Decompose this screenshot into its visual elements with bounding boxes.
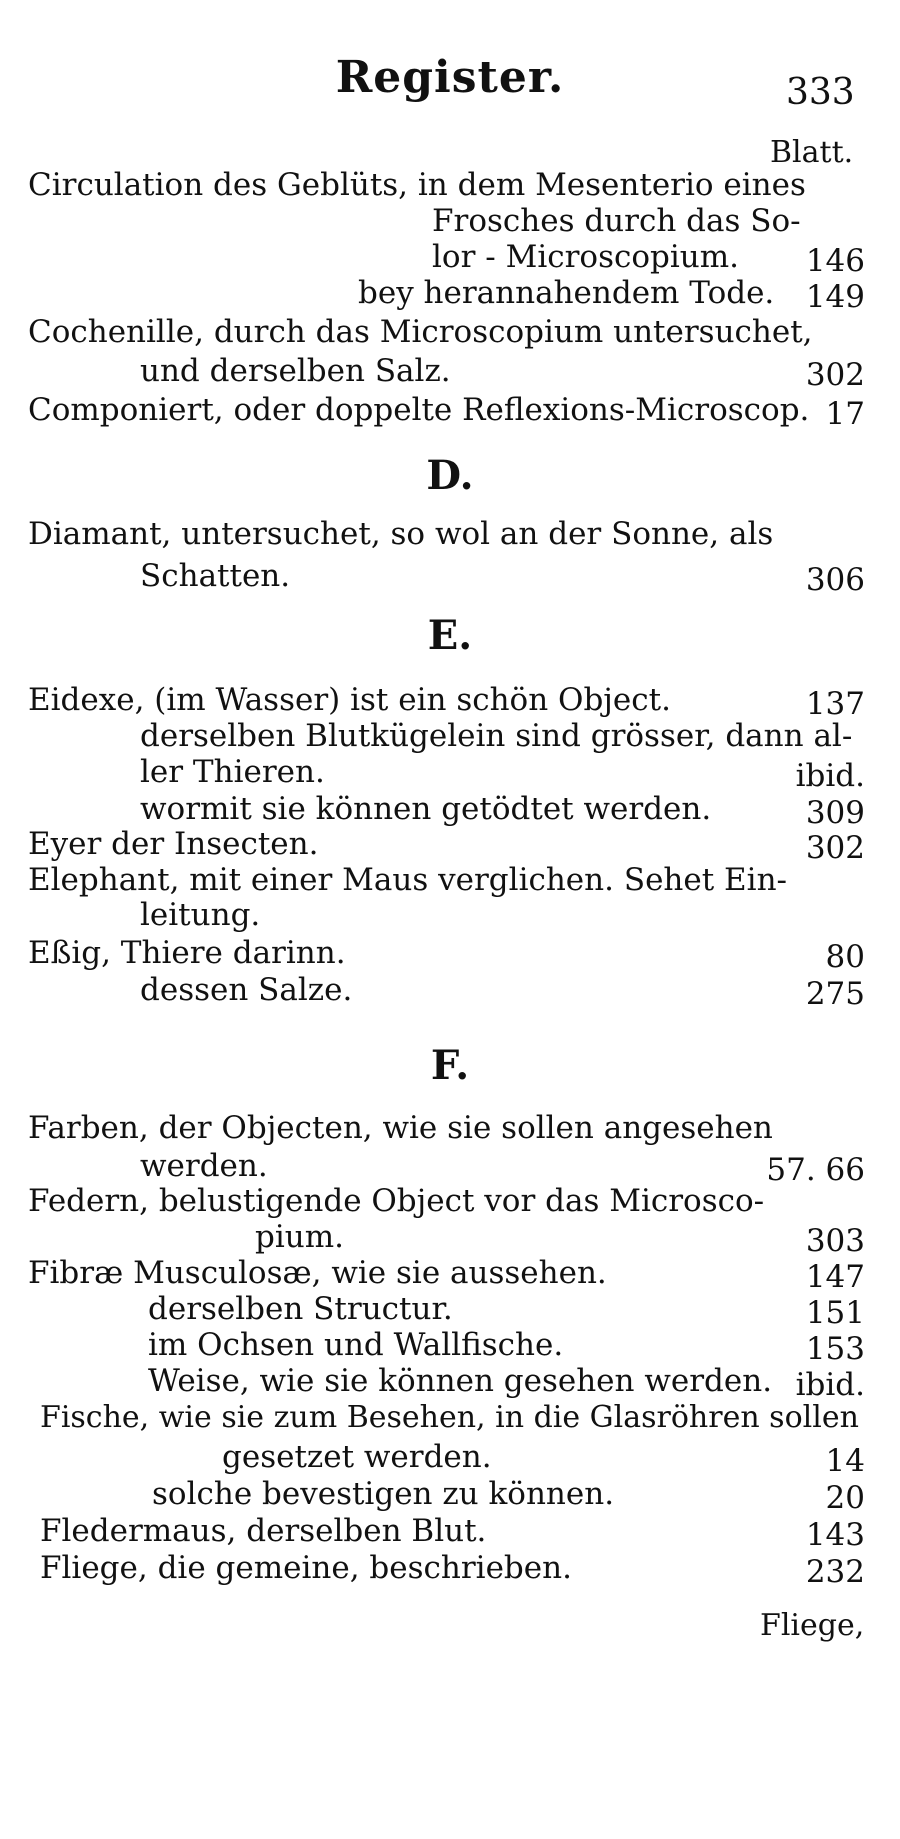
index-entry (0, 935, 900, 975)
entry-text: und derselben Salz. (140, 353, 451, 389)
index-entry (0, 826, 900, 866)
entry-page: 149 (805, 279, 865, 315)
entry-page: 146 (805, 243, 865, 279)
entry-text: bey herannahendem Tode. (358, 275, 775, 311)
entry-page: 143 (805, 1517, 865, 1553)
catchword: Fliege, (760, 1608, 865, 1643)
entry-text: Fibræ Musculosæ, wie sie aussehen. (28, 1255, 607, 1291)
page-title: Register. (335, 52, 565, 103)
entry-text: Federn, belustigende Object vor das Microsco- (28, 1183, 765, 1219)
entry-text: wormit sie können getödtet werden. (140, 791, 712, 827)
entry-text: im Ochsen und Wallfische. (148, 1327, 564, 1363)
entry-page: 303 (805, 1223, 865, 1259)
entry-text: Farben, der Objecten, wie sie sollen angesehen (28, 1110, 773, 1146)
entry-text: gesetzet werden. (222, 1439, 492, 1475)
entry-page: 309 (805, 795, 865, 831)
entry-page: 153 (805, 1331, 865, 1367)
column-head: Blatt. (770, 135, 854, 170)
index-entry (0, 239, 900, 279)
index-entry (0, 862, 900, 902)
index-entry (0, 314, 900, 354)
section-letter-f: F. (430, 1042, 470, 1089)
entry-text: Circulation des Geblüts, in dem Mesenterio eines (28, 167, 806, 203)
entry-text: Fische, wie sie zum Besehen, in die Glasröhren sollen (40, 1400, 859, 1435)
index-entry (0, 1550, 900, 1590)
entry-page: 306 (805, 562, 865, 598)
entry-page: 80 (825, 939, 865, 975)
entry-text: pium. (255, 1219, 344, 1255)
entry-text: Diamant, untersuchet, so wol an der Sonne, als (28, 516, 774, 552)
index-entry (0, 1513, 900, 1553)
entry-page: 151 (805, 1295, 865, 1331)
section-letter-e: E. (427, 612, 473, 659)
page-number: 333 (786, 72, 855, 113)
index-entry (0, 558, 900, 598)
entry-page: 302 (805, 830, 865, 866)
entry-page: 17 (825, 396, 865, 432)
entry-text: Fliege, die gemeine, beschrieben. (40, 1550, 572, 1586)
entry-page: ibid. (795, 1367, 865, 1403)
index-entry (0, 1255, 900, 1295)
index-entry (0, 1183, 900, 1223)
entry-page: 275 (805, 976, 865, 1012)
index-entry (0, 353, 900, 393)
index-entry (0, 897, 900, 937)
entry-page: 20 (825, 1480, 865, 1516)
entry-page: 137 (805, 686, 865, 722)
index-entry (0, 1400, 900, 1440)
section-letter-d: D. (426, 452, 474, 499)
index-entry (0, 275, 900, 315)
entry-text: derselben Structur. (148, 1291, 453, 1327)
entry-page: 232 (805, 1554, 865, 1590)
index-entry (0, 392, 900, 432)
index-entry (0, 1476, 900, 1516)
entry-text: Frosches durch das So- (432, 203, 801, 239)
index-entry (0, 516, 900, 556)
entry-text: Componiert, oder doppelte Reflexions-Microscop. (28, 392, 810, 428)
entry-text: Weise, wie sie können gesehen werden. (148, 1363, 773, 1399)
entry-page: 14 (825, 1443, 865, 1479)
entry-text: lor - Microscopium. (432, 239, 739, 275)
index-entry (0, 1291, 900, 1331)
index-entry (0, 167, 900, 207)
index-entry (0, 754, 900, 794)
entry-text: Schatten. (140, 558, 291, 594)
entry-text: Eßig, Thiere darinn. (28, 935, 346, 971)
entry-text: dessen Salze. (140, 972, 353, 1008)
index-entry (0, 791, 900, 831)
index-entry (0, 718, 900, 758)
index-entry (0, 203, 900, 243)
entry-page: 302 (805, 357, 865, 393)
entry-page: 147 (805, 1259, 865, 1295)
index-entry (0, 1439, 900, 1479)
entry-page: ibid. (795, 758, 865, 794)
entry-text: Eyer der Insecten. (28, 826, 319, 862)
index-entry (0, 1110, 900, 1150)
entry-text: werden. (140, 1148, 268, 1184)
index-entry (0, 1363, 900, 1403)
entry-text: Elephant, mit einer Maus verglichen. Sehet Ein- (28, 862, 788, 898)
entry-text: ler Thieren. (140, 754, 325, 790)
index-entry (0, 1148, 900, 1188)
entry-text: derselben Blutkügelein sind grösser, dann al- (140, 718, 853, 754)
index-entry (0, 682, 900, 722)
index-entry (0, 1219, 900, 1259)
entry-text: Cochenille, durch das Microscopium untersuchet, (28, 314, 813, 350)
index-entry (0, 972, 900, 1012)
entry-text: leitung. (140, 897, 261, 933)
entry-page: 57. 66 (766, 1152, 865, 1188)
entry-text: Fledermaus, derselben Blut. (40, 1513, 487, 1549)
index-entry (0, 1327, 900, 1367)
entry-text: solche bevestigen zu können. (152, 1476, 615, 1512)
entry-text: Eidexe, (im Wasser) ist ein schön Object. (28, 682, 671, 718)
